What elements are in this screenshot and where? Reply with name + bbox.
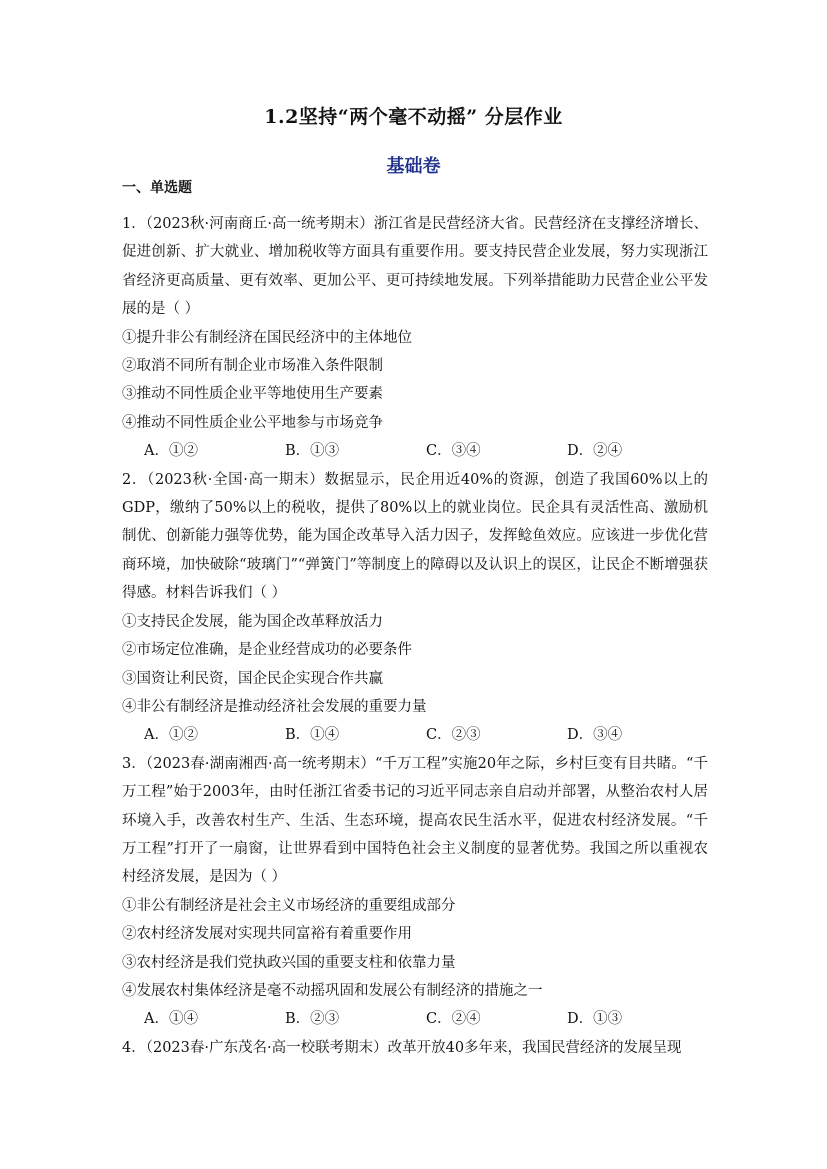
- choice-b: B．②③: [285, 1011, 340, 1028]
- question-3: [122, 750, 708, 1034]
- question-1: [122, 210, 708, 466]
- choice-a: A．①②: [144, 443, 198, 460]
- question-stem: 1．（2023秋·河南商丘·高一统考期末）浙江省是民营经济大省。民营经济在支撑经济增长、促进创新、扩大就业、增加税收等方面具有重要作用。要支持民营企业发展，努力实现浙江省经济更高质量、更有效率、更加公平、更可持续地发展。下列举措能助力民营企业公平发展的是（ ）: [122, 216, 708, 318]
- statement-option: ③国资让利民资，国企民企实现合作共赢: [122, 670, 383, 687]
- answer-choices: [122, 1005, 708, 1033]
- choice-b: B．①④: [285, 727, 340, 744]
- choice-b: B．①③: [285, 443, 340, 460]
- statement-option: ①支持民企发展，能为国企改革释放活力: [122, 613, 383, 630]
- statement-option: ①非公有制经济是社会主义市场经济的重要组成部分: [122, 897, 456, 914]
- section-heading: 一、单选题: [122, 180, 192, 196]
- statement-option: ④推动不同性质企业公平地参与市场竞争: [122, 414, 383, 431]
- statement-option: ②农村经济发展对实现共同富裕有着重要作用: [122, 926, 412, 943]
- question-stem: 4．（2023春·广东茂名·高一校联考期末）改革开放40多年来，我国民营经济的发展呈现: [122, 1039, 682, 1056]
- statement-option: ③农村经济是我们党执政兴国的重要支柱和依靠力量: [122, 954, 456, 971]
- question-4: [122, 1034, 708, 1062]
- choice-d: D．②④: [567, 443, 623, 460]
- choice-c: C．②④: [426, 1011, 481, 1028]
- statement-option: ①提升非公有制经济在国民经济中的主体地位: [122, 329, 412, 346]
- question-list: [122, 210, 708, 1062]
- answer-choices: [122, 721, 708, 749]
- choice-a: A．①④: [144, 1011, 198, 1028]
- statement-option: ②取消不同所有制企业市场准入条件限制: [122, 358, 383, 375]
- statement-option: ④发展农村集体经济是毫不动摇巩固和发展公有制经济的措施之一: [122, 982, 543, 999]
- question-2: [122, 466, 708, 750]
- document-subtitle: 基础卷: [386, 156, 441, 177]
- choice-d: D．①③: [567, 1011, 623, 1028]
- statement-option: ④非公有制经济是推动经济社会发展的重要力量: [122, 698, 427, 715]
- statement-option: ③推动不同性质企业平等地使用生产要素: [122, 386, 383, 403]
- question-stem: 3．（2023春·湖南湘西·高一统考期末）“千万工程”实施20年之际，乡村巨变有目共睹。“千万工程”始于2003年，由时任浙江省委书记的习近平同志亲自启动并部署，从整治农村人居环境入手，改善农村生产、生活、生态环境，提高农民生活水平，促进农村经济发展。“千万工程”打开了一扇窗，让世界看到中国特色社会主义制度的显著优势。我国之所以重视农村经济发展，是因为（ ）: [122, 755, 708, 886]
- choice-a: A．①②: [144, 727, 198, 744]
- statement-option: ②市场定位准确，是企业经营成功的必要条件: [122, 642, 412, 659]
- choice-c: C．②③: [426, 727, 481, 744]
- question-stem: 2．（2023秋·全国·高一期末）数据显示，民企用近40%的资源，创造了我国60%以上的GDP，缴纳了50%以上的税收，提供了80%以上的就业岗位。民企具有灵活性高、激励机制优、创新能力强等优势，能为国企改革导入活力因子，发挥鲶鱼效应。应该进一步优化营商环境，加快破除“玻璃门”“弹簧门”等制度上的障碍以及认识上的误区，让民企不断增强获得感。材料告诉我们（ ）: [122, 471, 708, 602]
- choice-d: D．③④: [567, 727, 623, 744]
- document-title: 1.2坚持“两个毫不动摇” 分层作业: [264, 106, 563, 128]
- choice-c: C．③④: [426, 443, 481, 460]
- answer-choices: [122, 437, 708, 465]
